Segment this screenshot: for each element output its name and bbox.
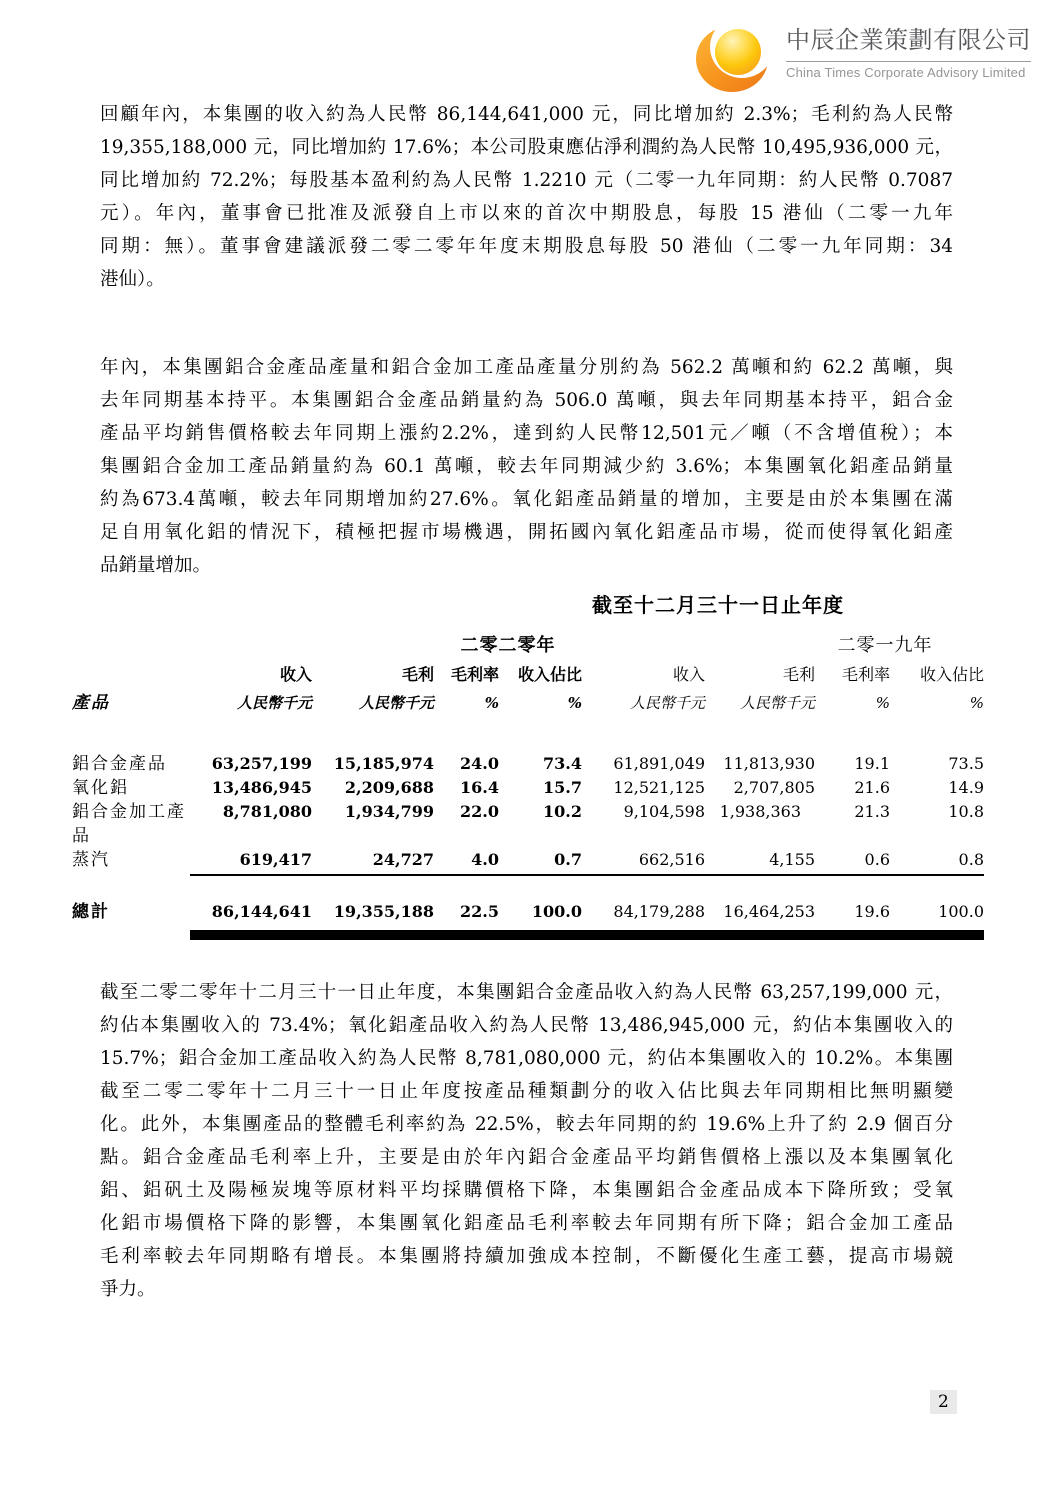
- table-cell: %: [567, 694, 582, 712]
- table-cell: 24,727: [372, 850, 434, 869]
- table-cell: 22.5: [460, 902, 499, 921]
- page-number: 2: [930, 1390, 957, 1414]
- table-row: [72, 848, 984, 872]
- table-cell: 0.6: [864, 850, 890, 869]
- year-2020-header: 二零二零年: [460, 635, 556, 656]
- table-cell: 16,464,253: [723, 902, 815, 921]
- table-cell: 產品: [72, 693, 110, 713]
- table-cell: 8,781,080: [222, 802, 312, 821]
- company-name-zh: 中辰企業策劃有限公司: [786, 27, 1031, 54]
- table-cell: 2,707,805: [733, 778, 815, 797]
- table-cell: 1,934,799: [344, 802, 434, 821]
- table-cell: 總計: [72, 902, 110, 922]
- text-line: 產品平均銷售價格較去年同期上漲約2.2%，達到約人民幣12,501元／噸（不含增值稅）；本: [100, 423, 953, 444]
- text-line: 15.7%；鋁合金加工產品收入約為人民幣 8,781,080,000 元，約佔本集團收入的 10.2%。本集團: [100, 1048, 953, 1069]
- text-line: 足自用氧化鋁的情況下，積極把握市場機遇，開拓國內氧化鋁產品市場，從而使得氧化鋁產: [100, 522, 953, 543]
- text-line: 年內，本集團鋁合金產品產量和鋁合金加工產品產量分別約為 562.2 萬噸和約 62.2 萬噸，與: [100, 357, 953, 378]
- logo-swirl-icon: [694, 24, 774, 94]
- logo-divider: [786, 61, 1031, 62]
- text-line: 點。鋁合金產品毛利率上升，主要是由於年內鋁合金產品平均銷售價格上漲以及本集團氧化: [100, 1147, 953, 1168]
- table-cell: 收入: [672, 665, 705, 684]
- text-line: 品銷量增加。: [100, 555, 212, 576]
- table-row: [72, 800, 984, 848]
- paragraph-production-volume: [100, 351, 953, 582]
- company-logo: [694, 24, 1031, 94]
- table-cell: 84,179,288: [613, 902, 705, 921]
- text-line: 約佔本集團收入的 73.4%；氧化鋁產品收入約為人民幣 13,486,945,000 元，約佔本集團收入的: [100, 1015, 953, 1036]
- table-cell: 4,155: [769, 850, 815, 869]
- text-line: 毛利率較去年同期略有增長。本集團將持續加強成本控制，不斷優化生產工藝，提高市場競: [100, 1246, 953, 1267]
- table-cell: 21.3: [854, 802, 890, 821]
- table-cell: 22.0: [460, 802, 499, 821]
- table-cell: 24.0: [460, 754, 499, 773]
- table-cell: 12,521,125: [613, 778, 705, 797]
- table-row: [72, 776, 984, 800]
- table-title: 截至十二月三十一日止年度: [592, 593, 844, 617]
- table-cell: 21.6: [854, 778, 890, 797]
- table-cell: 鋁合金加工產品: [72, 802, 186, 846]
- table-cell: 0.7: [554, 850, 582, 869]
- table-cell: %: [969, 694, 984, 712]
- company-name-en: China Times Corporate Advisory Limited: [786, 65, 1026, 80]
- table-cell: 1,938,363: [719, 802, 801, 821]
- table-cell: 73.5: [948, 754, 984, 773]
- table-cell: 61,891,049: [613, 754, 705, 773]
- table-cell: 86,144,641: [211, 902, 312, 921]
- table-cell: %: [875, 694, 890, 712]
- table-cell: 0.8: [958, 850, 984, 869]
- table-cell: 15,185,974: [333, 754, 434, 773]
- table-cell: 73.4: [543, 754, 582, 773]
- table-cell: 氧化鋁: [72, 778, 129, 798]
- segment-revenue-table: [72, 588, 984, 940]
- table-body: [72, 752, 984, 872]
- table-cell: 19,355,188: [333, 902, 434, 921]
- table-cell: 收入佔比: [919, 665, 984, 684]
- table-rule-thick: [190, 930, 984, 940]
- text-line: 約為673.4萬噸，較去年同期增加約27.6%。氧化鋁產品銷量的增加，主要是由於本集團在滿: [100, 489, 953, 510]
- table-cell: 11,813,930: [723, 754, 815, 773]
- text-line: 19,355,188,000 元，同比增加約 17.6%；本公司股東應佔淨利潤約為人民幣 10,495,936,000 元，: [100, 137, 953, 158]
- table-cell: 收入佔比: [517, 665, 582, 684]
- table-year-headers: [72, 630, 984, 662]
- table-cell: 4.0: [471, 850, 499, 869]
- paragraph-revenue-analysis: [100, 976, 953, 1306]
- text-line: 港仙）。: [100, 269, 165, 290]
- table-cell: 63,257,199: [211, 754, 312, 773]
- table-cell: 蒸汽: [72, 850, 110, 870]
- text-line: 元）。年內，董事會已批准及派發自上市以來的首次中期股息，每股 15 港仙（二零一九年: [100, 203, 953, 224]
- table-cell: 人民幣千元: [358, 694, 434, 712]
- table-cell: 10.8: [948, 802, 984, 821]
- text-line: 去年同期基本持平。本集團鋁合金產品銷量約為 506.0 萬噸，與去年同期基本持平，鋁合金: [100, 390, 953, 411]
- table-cell: 毛利率: [841, 665, 890, 684]
- table-cell: 人民幣千元: [629, 694, 705, 712]
- table-cell: 16.4: [460, 778, 499, 797]
- table-cell: 619,417: [239, 850, 312, 869]
- table-cell: %: [484, 694, 499, 712]
- table-column-header-row: [72, 662, 984, 688]
- text-line: 集團鋁合金加工產品銷量約為 60.1 萬噸，較去年同期減少約 3.6%；本集團氧化鋁產品銷量: [100, 456, 953, 477]
- text-line: 鋁、鋁矾土及陽極炭塊等原材料平均採購價格下降，本集團鋁合金產品成本下降所致；受氧: [100, 1180, 953, 1201]
- table-unit-header-row: [72, 688, 984, 718]
- table-rule-thin: [190, 874, 984, 876]
- text-line: 化。此外，本集團產品的整體毛利率約為 22.5%，較去年同期的約 19.6%上升了約 2.9 個百分: [100, 1114, 953, 1135]
- table-cell: 10.2: [543, 802, 582, 821]
- table-cell: 662,516: [638, 850, 705, 869]
- table-cell: 毛利率: [450, 665, 499, 684]
- text-line: 回顧年內，本集團的收入約為人民幣 86,144,641,000 元，同比增加約 2.3%；毛利約為人民幣: [100, 104, 953, 125]
- year-2019-header: 二零一九年: [837, 635, 933, 656]
- table-cell: 19.6: [854, 902, 890, 921]
- table-cell: 15.7: [543, 778, 582, 797]
- table-cell: 19.1: [854, 754, 890, 773]
- table-cell: 毛利: [782, 665, 815, 684]
- table-cell: 收入: [279, 665, 312, 684]
- table-cell: 13,486,945: [211, 778, 312, 797]
- table-cell: 2,209,688: [344, 778, 434, 797]
- text-line: 截至二零二零年十二月三十一日止年度按產品種類劃分的收入佔比與去年同期相比無明顯變: [100, 1081, 953, 1102]
- text-line: 截至二零二零年十二月三十一日止年度，本集團鋁合金產品收入約為人民幣 63,257,199,000 元，: [100, 982, 953, 1003]
- table-cell: 100.0: [938, 902, 984, 921]
- table-cell: 人民幣千元: [236, 694, 312, 712]
- text-line: 同期：無）。董事會建議派發二零二零年年度末期股息每股 50 港仙（二零一九年同期：34: [100, 236, 953, 257]
- table-cell: 14.9: [948, 778, 984, 797]
- text-line: 化鋁市場價格下降的影響，本集團氧化鋁產品毛利率較去年同期有所下降；鋁合金加工產品: [100, 1213, 953, 1234]
- table-cell: 鋁合金產品: [72, 754, 167, 774]
- table-row: [72, 752, 984, 776]
- text-line: 同比增加約 72.2%；每股基本盈利約為人民幣 1.2210 元（二零一九年同期：約人民幣 0.7087: [100, 170, 953, 191]
- logo-text-block: [786, 24, 1031, 94]
- table-cell: 9,104,598: [623, 802, 705, 821]
- table-total-row: [72, 900, 984, 924]
- table-cell: 100.0: [531, 902, 582, 921]
- text-line: 爭力。: [100, 1279, 156, 1300]
- paragraph-results-overview: [100, 98, 953, 296]
- table-cell: 毛利: [401, 665, 434, 684]
- table-cell: 人民幣千元: [739, 694, 815, 712]
